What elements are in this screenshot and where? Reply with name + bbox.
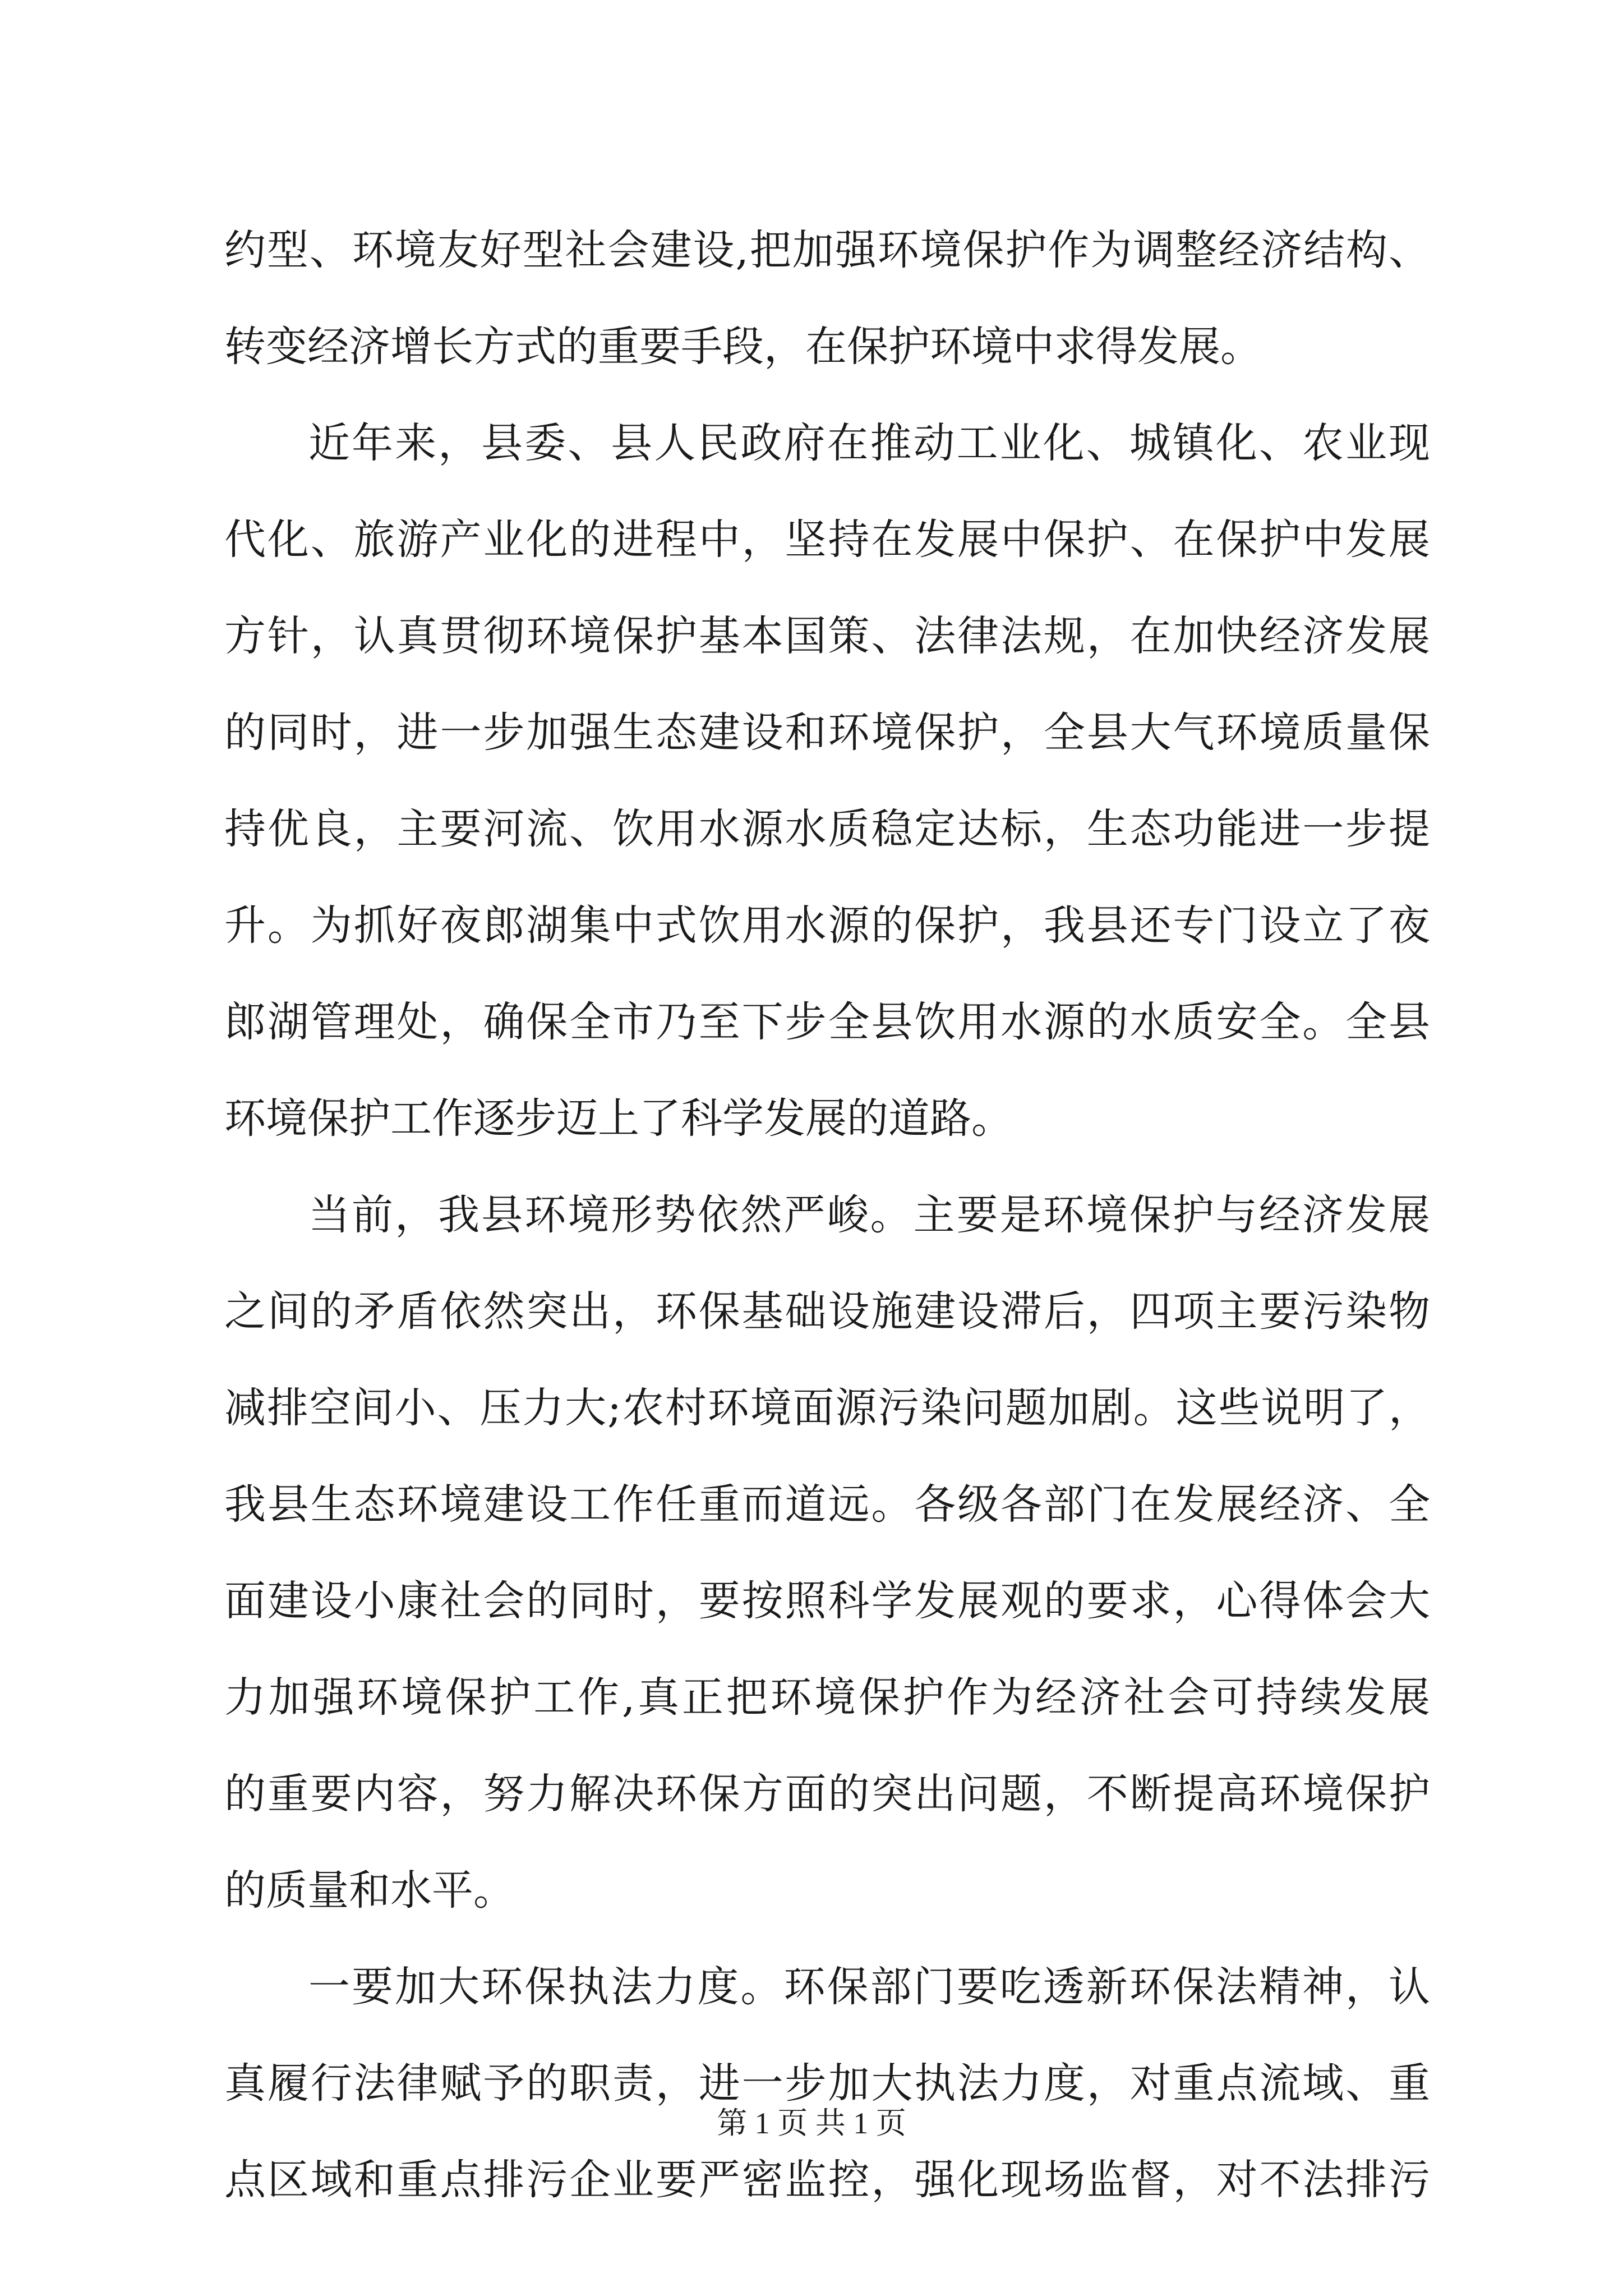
paragraph-2-line-5: 持优良，主要河流、饮用水源水质稳定达标，生态功能进一步提: [224, 805, 1430, 853]
paragraph-1-line-1: 约型、环境友好型社会建设,把加强环境保护作为调整经济结构、: [224, 226, 1430, 274]
paragraph-3-line-6: 力加强环境保护工作,真正把环境保护作为经济社会可持续发展: [224, 1673, 1430, 1722]
paragraph-3-line-2: 之间的矛盾依然突出，环保基础设施建设滞后，四项主要污染物: [224, 1287, 1430, 1336]
paragraph-2-line-1: 近年来，县委、县人民政府在推动工业化、城镇化、农业现: [308, 419, 1430, 467]
paragraph-3-line-5: 面建设小康社会的同时，要按照科学发展观的要求，心得体会大: [224, 1577, 1430, 1625]
paragraph-3-line-7: 的重要内容，努力解决环保方面的突出问题，不断提高环境保护: [224, 1770, 1430, 1818]
paragraph-3-line-8: 的质量和水平。: [224, 1866, 515, 1915]
paragraph-2-line-4: 的同时，进一步加强生态建设和环境保护，全县大气环境质量保: [224, 708, 1430, 757]
paragraph-4-line-2: 真履行法律赋予的职责，进一步加大执法力度，对重点流域、重: [224, 2059, 1430, 2108]
document-body: [224, 202, 1430, 2228]
paragraph-3-line-4: 我县生态环境建设工作任重而道远。各级各部门在发展经济、全: [224, 1480, 1430, 1529]
paragraph-2-line-3: 方针，认真贯彻环境保护基本国策、法律法规，在加快经济发展: [224, 612, 1430, 660]
page-number-footer: 第 1 页 共 1 页: [717, 2106, 906, 2140]
paragraph-3-line-3: 减排空间小、压力大;农村环境面源污染问题加剧。这些说明了，: [224, 1384, 1430, 1432]
paragraph-2-line-6: 升。为抓好夜郎湖集中式饮用水源的保护，我县还专门设立了夜: [224, 901, 1430, 950]
paragraph-3-line-1: 当前，我县环境形势依然严峻。主要是环境保护与经济发展: [308, 1191, 1430, 1239]
paragraph-1-line-2: 转变经济增长方式的重要手段，在保护环境中求得发展。: [224, 323, 1262, 371]
paragraph-2-line-8: 环境保护工作逐步迈上了科学发展的道路。: [224, 1094, 1013, 1143]
paragraph-2-line-7: 郎湖管理处，确保全市乃至下步全县饮用水源的水质安全。全县: [224, 998, 1430, 1046]
paragraph-4-line-3: 点区域和重点排污企业要严密监控，强化现场监督，对不法排污: [224, 2156, 1430, 2204]
paragraph-2-line-2: 代化、旅游产业化的进程中，坚持在发展中保护、在保护中发展: [224, 516, 1430, 564]
paragraph-4-line-1: 一要加大环保执法力度。环保部门要吃透新环保法精神，认: [308, 1963, 1430, 2011]
